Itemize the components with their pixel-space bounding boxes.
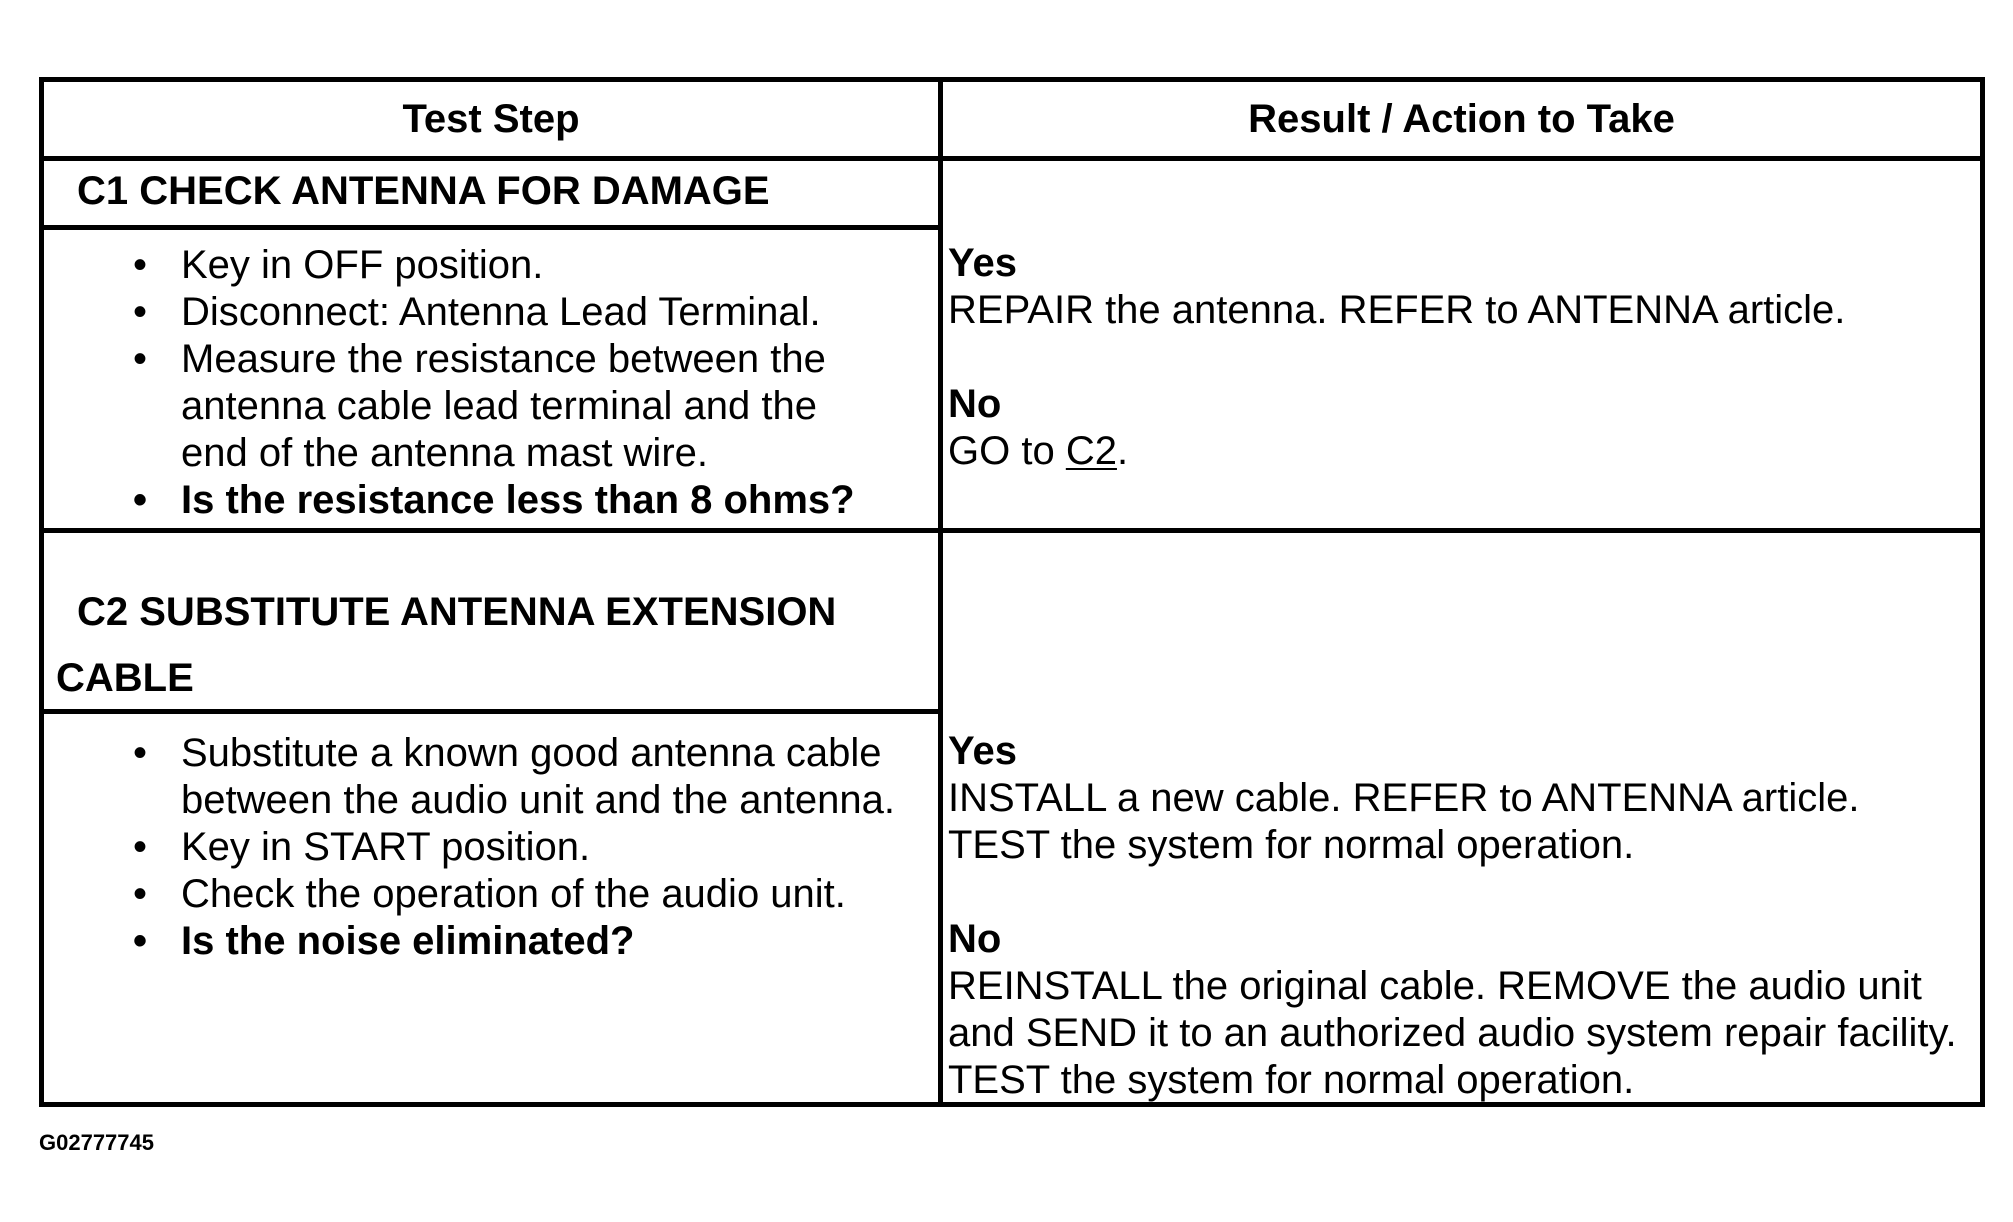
c2-title-line2: CABLE bbox=[56, 656, 194, 700]
header-test-step: Test Step bbox=[402, 96, 580, 141]
c1-question: • Is the resistance less than 8 ohms? bbox=[44, 477, 934, 524]
c1-no-label: No bbox=[948, 382, 1002, 426]
column-divider bbox=[938, 82, 943, 1102]
c2-no-label: No bbox=[948, 917, 1002, 961]
c1-step-3: • Measure the resistance between the antenna cable lead terminal and the end of the antenna mast wire. bbox=[44, 336, 934, 477]
c2-link[interactable]: C2 bbox=[1065, 429, 1117, 473]
c1-steps bbox=[44, 242, 934, 524]
c1-yes-text: REPAIR the antenna. REFER to ANTENNA article. bbox=[948, 288, 1846, 332]
c2-title-divider bbox=[44, 709, 938, 714]
c1-step-2: • Disconnect: Antenna Lead Terminal. bbox=[44, 289, 934, 336]
c2-step-2: • Key in START position. bbox=[44, 824, 934, 871]
c1-title-divider bbox=[44, 225, 938, 230]
row-divider bbox=[44, 528, 1980, 533]
diagnostic-table bbox=[39, 77, 1985, 1107]
c2-yes-text: INSTALL a new cable. REFER to ANTENNA article. TEST the system for normal operation. bbox=[948, 776, 1860, 867]
c2-no-text: REINSTALL the original cable. REMOVE the audio unit and SEND it to an authorized audio system repair facility. TEST the system for normal operation. bbox=[948, 964, 1957, 1102]
c1-step-1: • Key in OFF position. bbox=[44, 242, 934, 289]
c2-yes-label: Yes bbox=[948, 729, 1017, 773]
c2-step-1: • Substitute a known good antenna cable between the audio unit and the antenna. bbox=[44, 730, 934, 824]
c2-step-3: • Check the operation of the audio unit. bbox=[44, 871, 934, 918]
c1-no-text: GO to C2. bbox=[948, 429, 1129, 473]
c2-result bbox=[948, 728, 1968, 1104]
header-result-action: Result / Action to Take bbox=[1248, 96, 1675, 141]
header-divider bbox=[44, 156, 1980, 161]
c2-steps bbox=[44, 730, 934, 965]
figure-id: G02777745 bbox=[39, 1130, 154, 1155]
c1-title: C1 CHECK ANTENNA FOR DAMAGE bbox=[77, 169, 770, 213]
c1-yes-label: Yes bbox=[948, 241, 1017, 285]
c2-title-line1: C2 SUBSTITUTE ANTENNA EXTENSION bbox=[77, 590, 837, 634]
c1-result bbox=[948, 240, 1968, 475]
c2-question: • Is the noise eliminated? bbox=[44, 918, 934, 965]
